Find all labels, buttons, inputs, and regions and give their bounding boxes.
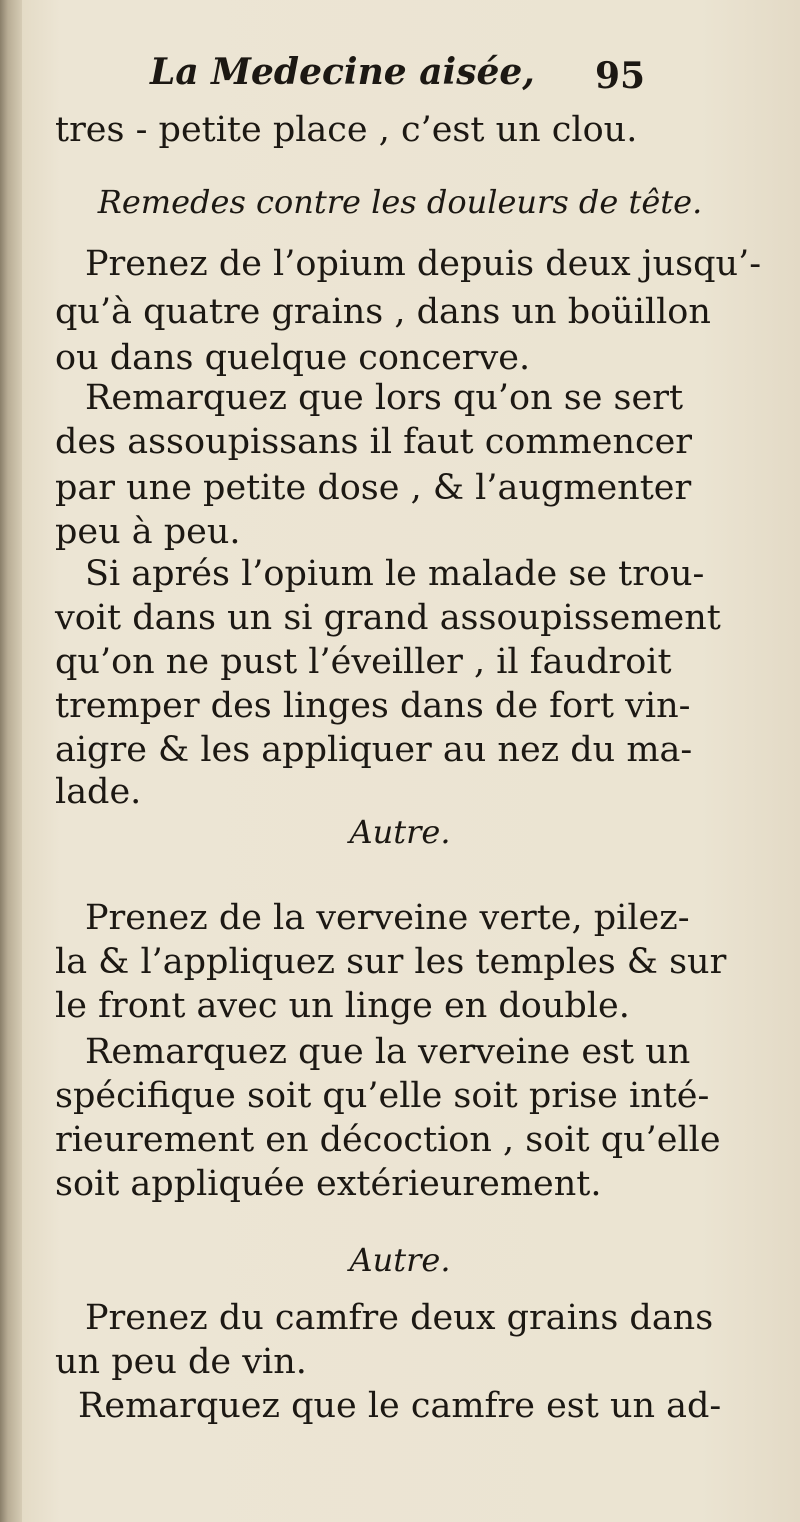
- text-line: Remarquez que la verveine est un: [85, 1032, 691, 1072]
- text-line: aigre & les appliquer au nez du ma-: [55, 730, 693, 770]
- text-line: des assoupissans il faut commencer: [55, 422, 693, 462]
- text-line: tremper des linges dans de fort vin-: [55, 686, 691, 726]
- section-heading: Autre.: [349, 1241, 451, 1279]
- section-heading: Remedes contre les douleurs de tête.: [97, 183, 703, 221]
- text-line: voit dans un si grand assoupissement: [55, 598, 721, 638]
- text-line: soit appliquée extérieurement.: [55, 1164, 602, 1204]
- text-line: Prenez du camfre deux grains dans: [85, 1298, 714, 1338]
- text-line: le front avec un linge en double.: [55, 986, 630, 1026]
- text-line: par une petite dose , & l’augmenter: [55, 468, 692, 508]
- page-number: 95: [595, 55, 646, 97]
- text-line: tres - petite place , c’est un clou.: [55, 110, 638, 150]
- text-line: qu’à quatre grains , dans un boüillon: [55, 292, 711, 332]
- text-line: ou dans quelque concerve.: [55, 338, 531, 378]
- text-line: lade.: [55, 772, 142, 812]
- text-line: la & l’appliquez sur les temples & sur: [55, 942, 727, 982]
- text-line: Si aprés l’opium le malade se trou-: [85, 554, 705, 594]
- text-line: rieurement en décoction , soit qu’elle: [55, 1120, 721, 1160]
- text-line: qu’on ne pust l’éveiller , il faudroit: [55, 642, 672, 682]
- text-line: peu à peu.: [55, 512, 241, 552]
- text-line: Remarquez que le camfre est un ad-: [78, 1386, 722, 1426]
- text-line: Prenez de l’opium depuis deux jusqu’-: [85, 244, 762, 284]
- text-line: Prenez de la verveine verte, pilez-: [85, 898, 690, 938]
- running-header-title: La Medecine aisée,: [150, 51, 535, 93]
- text-line: un peu de vin.: [55, 1342, 307, 1382]
- text-line: Remarquez que lors qu’on se sert: [85, 378, 684, 418]
- section-heading: Autre.: [349, 813, 451, 851]
- text-line: spécifique soit qu’elle soit prise inté-: [55, 1076, 710, 1116]
